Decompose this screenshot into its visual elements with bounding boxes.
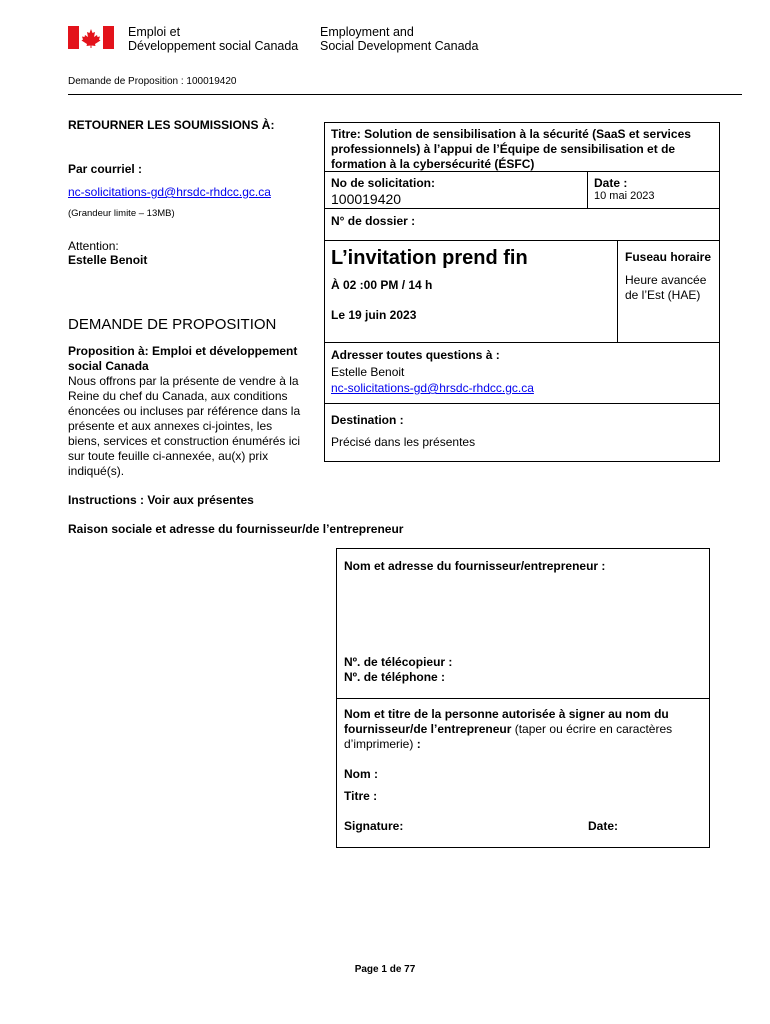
- offer-line: Nous offrons par la présente de vendre à la: [68, 374, 299, 388]
- offer-line: Reine du chef du Canada, aux conditions: [68, 389, 288, 403]
- auth-line3-colon: :: [416, 737, 421, 751]
- proposal-to-line2: social Canada: [68, 359, 149, 373]
- file-row: [325, 209, 719, 241]
- solicitation-title: [331, 127, 691, 172]
- attention-name: Estelle Benoit: [68, 253, 148, 267]
- instructions: Instructions : Voir aux présentes: [68, 493, 254, 507]
- supplier-box: [336, 548, 710, 848]
- fax-label: Nº. de télécopieur :: [344, 655, 453, 669]
- closing-date: Le 19 juin 2023: [331, 308, 417, 322]
- document-reference: Demande de Proposition : 100019420: [68, 76, 237, 87]
- authorized-signer-section: [337, 699, 709, 847]
- title-row: [325, 123, 719, 172]
- title-line: Titre: Solution de sensibilisation à la sécurité (SaaS et services: [331, 127, 691, 141]
- canada-flag-icon: [68, 26, 114, 49]
- auth-line2-normal: (taper ou écrire en caractères: [511, 722, 673, 736]
- auth-line3-normal: d’imprimerie): [344, 737, 417, 751]
- timezone-divider: [617, 241, 618, 342]
- supplier-info-section: [337, 549, 709, 699]
- offer-paragraph: [68, 374, 300, 479]
- destination-label: Destination :: [331, 413, 404, 427]
- timezone-value: [625, 273, 706, 303]
- questions-label: Adresser toutes questions à :: [331, 348, 500, 362]
- title-line: professionnels) à l’appui de l’Équipe de sensibilisation et de: [331, 142, 676, 156]
- closing-heading: L’invitation prend fin: [331, 247, 528, 269]
- solicitation-info-box: [324, 122, 720, 462]
- questions-name: Estelle Benoit: [331, 365, 405, 379]
- offer-line: indiqué(s).: [68, 464, 125, 478]
- dept-fr-line1: Emploi et: [128, 25, 181, 39]
- supplier-name-address-label: Nom et adresse du fournisseur/entrepreneur :: [344, 559, 606, 573]
- proposal-to: [68, 344, 297, 374]
- file-label: N° de dossier :: [331, 214, 416, 228]
- questions-email-link[interactable]: nc-solicitations-gd@hrsdc-rhdcc.gc.ca: [331, 381, 534, 395]
- auth-line2: [344, 722, 672, 737]
- timezone-label: Fuseau horaire: [625, 250, 712, 264]
- department-name-fr: [128, 25, 298, 53]
- phone-label: Nº. de téléphone :: [344, 670, 446, 684]
- department-name-en: [320, 25, 478, 53]
- date-value: 10 mai 2023: [594, 190, 655, 202]
- solicitation-number: 100019420: [331, 191, 402, 207]
- offer-line: biens, services et construction énumérés ici: [68, 434, 301, 448]
- closing-row: [325, 241, 719, 343]
- date-divider: [587, 172, 588, 208]
- return-heading: RETOURNER LES SOUMISSIONS À:: [68, 118, 275, 132]
- dept-en-line2: Social Development Canada: [320, 39, 479, 53]
- destination-row: [325, 404, 719, 461]
- questions-row: [325, 343, 719, 404]
- offer-line: sur toute feuille ci-annexée, au(x) prix: [68, 449, 269, 463]
- date-label: Date :: [594, 176, 628, 190]
- solicitation-row: [325, 172, 719, 209]
- page-number: Page 1 de 77: [354, 964, 416, 975]
- authorized-signer-label: [344, 707, 672, 752]
- header-divider: [68, 94, 742, 95]
- closing-time: À 02 :00 PM / 14 h: [331, 278, 433, 292]
- offer-line: présente et aux annexes ci-jointes, les: [68, 419, 273, 433]
- signer-name-label: Nom :: [344, 767, 378, 781]
- solicitation-label: No de solicitation:: [331, 176, 436, 190]
- proposal-to-line1: Proposition à: Emploi et développement: [68, 344, 298, 358]
- signature-date-label: Date:: [588, 819, 619, 833]
- timezone-line2: de l’Est (HAE): [625, 288, 701, 302]
- by-email-label: Par courriel :: [68, 162, 143, 176]
- attention-label: Attention:: [68, 239, 119, 253]
- timezone-line1: Heure avancée: [625, 273, 707, 287]
- title-line: formation à la cybersécurité (ÉSFC): [331, 157, 535, 171]
- auth-line3: [344, 737, 672, 752]
- submission-email-link[interactable]: nc-solicitations-gd@hrsdc-rhdcc.gc.ca: [68, 185, 271, 199]
- signature-label: Signature:: [344, 819, 404, 833]
- supplier-heading: Raison sociale et adresse du fournisseur/de l’entrepreneur: [68, 522, 404, 536]
- destination-value: Précisé dans les présentes: [331, 435, 476, 449]
- dept-fr-line2: Développement social Canada: [128, 39, 299, 53]
- auth-line1: Nom et titre de la personne autorisée à signer au nom du: [344, 707, 669, 721]
- rfp-heading: DEMANDE DE PROPOSITION: [68, 316, 277, 333]
- offer-line: énoncées ou incluses par référence dans la: [68, 404, 301, 418]
- signer-title-label: Titre :: [344, 789, 378, 803]
- dept-en-line1: Employment and: [320, 25, 414, 39]
- size-limit-note: (Grandeur limite – 13MB): [68, 208, 175, 219]
- auth-line2-bold: fournisseur/de l’entrepreneur: [344, 722, 512, 736]
